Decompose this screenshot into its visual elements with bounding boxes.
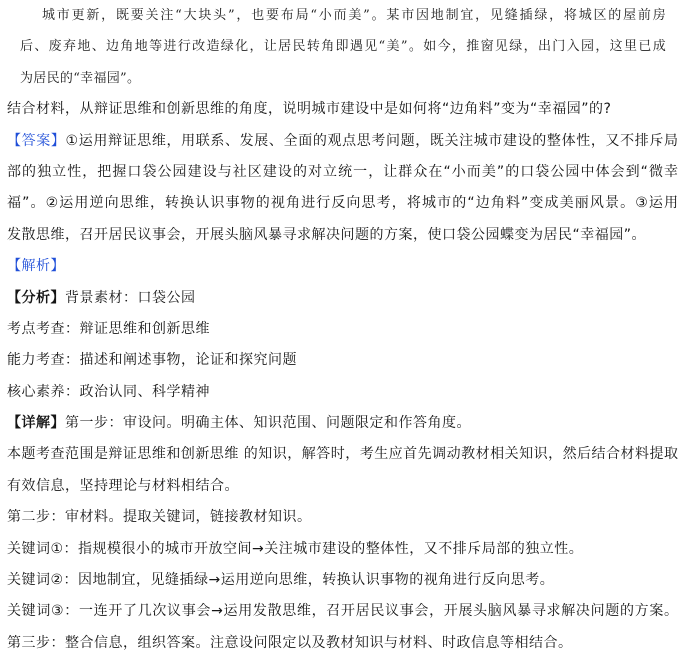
- xiangjie-text: 第一步：审设问。明确主体、知识范围、问题限定和作答角度。: [65, 415, 471, 432]
- keyword-2-line: 关键词②：因地制宜，见缝插绿→运用逆向思维，转换认识事物的视角进行反向思考。: [7, 572, 555, 589]
- answer-line-1: [0, 126, 678, 157]
- fenxi-label: 【分析】: [7, 289, 65, 306]
- keyword-3-line: 关键词③：一连开了几次议事会→运用发散思维，召开居民议事会，开展头脑风暴寻求解决问题的方案。: [7, 603, 678, 620]
- material-line-2: 后、废弃地、边角地等进行改造绿化，让居民转角即遇见“美”。如今，推窗见绿，出门入园，这里已成: [20, 39, 666, 55]
- keyword-1-line: 关键词①：指规模很小的城市开放空间→关注城市建设的整体性，又不排斥局部的独立性。: [7, 540, 584, 557]
- xiangjie-line: [0, 408, 678, 439]
- analysis-line-3: 第二步：审材料。提取关键词，链接教材知识。: [7, 509, 312, 526]
- answer-line-3: 福”。②运用逆向思维，转换认识事物的视角进行反向思考，将城市的“边角料”变成美丽风景。③运用: [7, 195, 678, 212]
- fenxi-line: [0, 283, 678, 314]
- xiangjie-label: 【详解】: [7, 415, 65, 432]
- fenxi-text: 背景素材：口袋公园: [65, 289, 196, 306]
- answer-first-text: ①运用辩证思维，用联系、发展、全面的观点思考问题，既关注城市建设的整体性，又不排斥局: [65, 132, 678, 149]
- analysis-label: 【解析】: [7, 258, 65, 275]
- kaodian-line: 考点考查：辩证思维和创新思维: [7, 320, 210, 337]
- answer-line-4: 发散思维，召开居民议事会，开展头脑风暴寻求解决问题的方案，使口袋公园蝶变为居民“幸福园”。: [7, 226, 647, 243]
- step-3-line: 第三步：整合信息，组织答案。注意设问限定以及教材知识与材料、时政信息等相结合。: [7, 634, 573, 651]
- question: 结合材料，从辩证思维和创新思维的角度，说明城市建设中是如何将“边角料”变为“幸福园”的?: [7, 101, 612, 118]
- nengli-line: 能力考查：描述和阐述事物，论证和探究问题: [7, 352, 297, 369]
- material-line-1: 城市更新，既要关注“大块头”，也要布局“小而美”。某市因地制宜，见缝插绿，将城区的屋前房: [42, 8, 666, 23]
- material-line-3: 为居民的“幸福园”。: [20, 70, 141, 86]
- answer-label: 【答案】: [7, 132, 66, 149]
- analysis-line-1: 本题考查范围是辩证思维和创新思维 的知识，解答时，考生应首先调动教材相关知识，然后结合材料提取: [7, 446, 678, 463]
- analysis-line-2: 有效信息，坚持理论与材料相结合。: [7, 477, 239, 494]
- answer-line-2: 部的独立性，把握口袋公园建设与社区建设的对立统一，让群众在“小而美”的口袋公园中体会到“微幸: [7, 163, 678, 180]
- suyang-line: 核心素养：政治认同、科学精神: [7, 383, 210, 400]
